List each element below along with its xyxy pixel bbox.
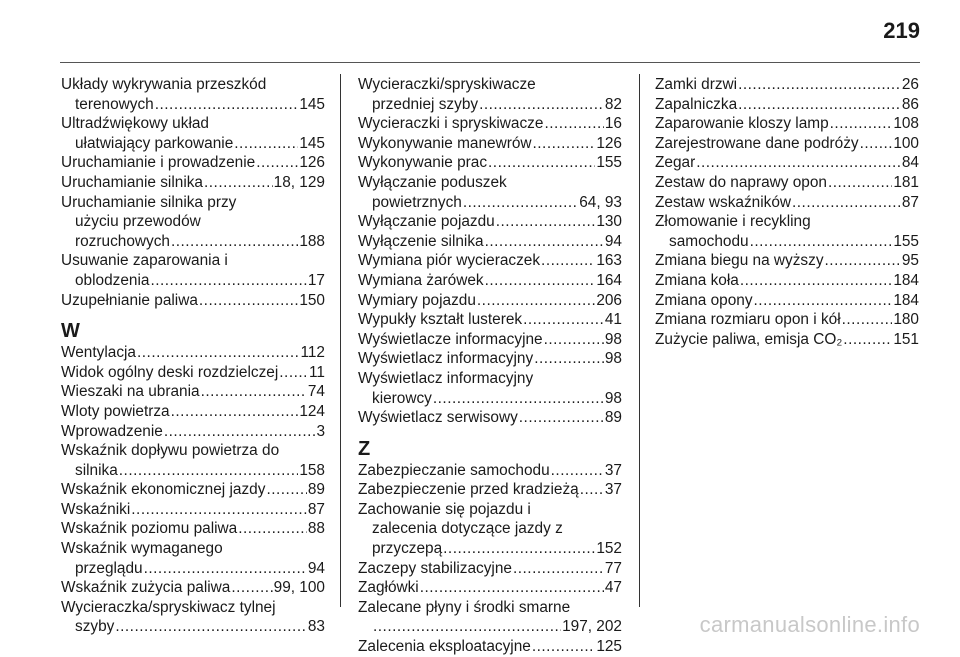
index-entry [358, 212, 622, 232]
entry-term-line: Wskaźnik wymaganego [61, 540, 223, 558]
entry-term-line: Wymiary pojazdu [358, 291, 476, 309]
entry-term-line: Wskaźnik zużycia paliwa [61, 579, 231, 597]
index-entry [655, 153, 919, 173]
entry-page-ref[interactable]: 26 [901, 76, 919, 93]
leader-dots [544, 114, 603, 134]
index-entry [358, 271, 622, 291]
index-entry [61, 598, 325, 637]
entry-term-line: Wycieraczki/spryskiwacze [358, 76, 536, 93]
index-entry [358, 369, 622, 408]
index-entry [61, 193, 325, 252]
entry-page-ref[interactable]: 94 [307, 559, 325, 577]
entry-page-ref[interactable]: 184 [893, 271, 919, 289]
entry-page-ref[interactable]: 89 [307, 481, 325, 499]
entry-page-ref[interactable]: 164 [596, 271, 622, 289]
leader-dots [204, 173, 273, 193]
entry-page-ref[interactable]: 100 [893, 134, 919, 152]
leader-dots [144, 559, 307, 579]
leader-dots [155, 95, 299, 115]
entry-term-line: Wyświetlacze informacyjne [358, 330, 543, 348]
entry-page-ref[interactable]: 130 [596, 213, 622, 231]
leader-dots [238, 519, 307, 539]
index-entry [358, 75, 622, 114]
entry-page-ref[interactable]: 47 [604, 579, 622, 597]
entry-term-line: Wymiana żarówek [358, 271, 484, 289]
watermark: carmanualsonline.info [699, 612, 920, 637]
leader-dots [131, 500, 307, 520]
index-entry [358, 251, 622, 271]
leader-dots [479, 95, 604, 115]
index-entry [61, 422, 325, 442]
entry-term-line: Zaparowanie kloszy lamp [655, 115, 829, 133]
index-entry [655, 291, 919, 311]
leader-dots [696, 153, 901, 173]
index-column-1 [61, 75, 325, 637]
entry-term-line: Wykonywanie prac [358, 154, 488, 172]
entry-page-ref[interactable]: 150 [299, 291, 325, 309]
leader-dots [256, 153, 298, 173]
index-entry [358, 408, 622, 428]
entry-page-ref[interactable]: 98 [604, 350, 622, 368]
index-entry [358, 114, 622, 134]
entry-page-ref[interactable]: 98 [604, 330, 622, 348]
index-entry [358, 291, 622, 311]
entry-page-ref[interactable]: 125 [596, 638, 622, 656]
leader-dots [740, 271, 892, 291]
entry-term-line: Wentylacja [61, 344, 136, 362]
index-entry [655, 251, 919, 271]
entry-term-line: Układy wykrywania przeszkód [61, 76, 267, 93]
leader-dots [496, 212, 596, 232]
index-entry [358, 578, 622, 598]
entry-page-ref[interactable]: 188 [299, 232, 325, 250]
entry-page-ref[interactable]: 11 [309, 363, 325, 381]
leader-dots [443, 539, 595, 559]
index-entry [61, 153, 325, 173]
entry-term-line: Wyświetlacz informacyjny [358, 369, 534, 387]
index-entry [358, 173, 622, 212]
entry-page-ref[interactable]: 88 [307, 520, 325, 538]
entry-term-line: przyczepą [372, 540, 443, 558]
leader-dots [485, 232, 604, 252]
index-column-3 [655, 75, 919, 349]
leader-dots [115, 617, 307, 637]
entry-page-ref[interactable]: 206 [596, 291, 622, 309]
leader-dots [488, 153, 595, 173]
entry-term-line: użyciu przewodów [75, 213, 201, 231]
entry-term-line: terenowych [75, 95, 154, 113]
entry-term-line: Zalecane płyny i środki smarne [358, 598, 571, 616]
entry-term-line: Zmiana koła [655, 271, 739, 289]
entry-term-line: Wskaźnik dopływu powietrza do [61, 442, 280, 460]
entry-page-ref[interactable]: 37 [604, 481, 622, 499]
entry-page-ref[interactable]: 18, 129 [273, 173, 325, 191]
leader-dots [477, 291, 595, 311]
entry-page-ref[interactable]: 184 [893, 291, 919, 309]
index-entry [655, 134, 919, 154]
index-entry [61, 500, 325, 520]
entry-term-line: Zmiana opony [655, 291, 753, 309]
entry-page-ref[interactable]: 64, 93 [579, 193, 622, 211]
entry-page-ref[interactable]: 99, 100 [273, 579, 325, 597]
index-entry [358, 134, 622, 154]
entry-term-line: Zarejestrowane dane podróży [655, 134, 859, 152]
index-entry [655, 193, 919, 213]
entry-term-line: Zamki drzwi [655, 76, 738, 93]
entry-term-line: Wycieraczki i spryskiwacze [358, 115, 544, 133]
leader-dots [792, 193, 901, 213]
entry-term-line: Wyświetlacz serwisowy [358, 409, 518, 427]
entry-page-ref[interactable]: 86 [901, 95, 919, 113]
leader-dots [541, 251, 595, 271]
index-entry [61, 441, 325, 480]
entry-term-line: Uruchamianie silnika [61, 173, 203, 191]
index-entry [61, 480, 325, 500]
entry-page-ref[interactable]: 112 [300, 344, 325, 362]
leader-dots [830, 114, 893, 134]
entry-term-line: Wyłączanie poduszek [358, 173, 507, 191]
leader-dots [842, 310, 893, 330]
entry-page-ref[interactable]: 82 [604, 95, 622, 113]
index-entry [358, 637, 622, 657]
leader-dots [171, 402, 299, 422]
leader-dots [519, 408, 604, 428]
entry-term-line: Wskaźniki [61, 500, 131, 518]
entry-term-line: Wypukły kształt lusterek [358, 311, 523, 329]
entry-page-ref[interactable]: 37 [604, 461, 622, 479]
entry-page-ref[interactable]: 87 [901, 193, 919, 211]
entry-page-ref[interactable]: 74 [307, 383, 325, 401]
index-entry [61, 291, 325, 311]
entry-term-line: zalecenia dotyczące jazdy z [372, 520, 563, 538]
leader-dots [754, 291, 893, 311]
column-divider [340, 74, 341, 607]
index-entry [61, 402, 325, 422]
index-entry [358, 330, 622, 350]
entry-page-ref[interactable]: 41 [604, 311, 622, 329]
leader-dots [150, 271, 306, 291]
entry-term-line: Widok ogólny deski rozdzielczej [61, 363, 279, 381]
leader-dots [171, 232, 298, 252]
entry-term-line: kierowcy [372, 389, 432, 407]
index-entry [61, 539, 325, 578]
leader-dots [544, 330, 604, 350]
entry-term-line: Zmiana rozmiaru opon i kół [655, 311, 841, 329]
entry-term-line: Zestaw do naprawy opon [655, 173, 827, 191]
leader-dots [234, 134, 298, 154]
entry-page-ref[interactable]: 3 [316, 422, 325, 440]
leader-dots [580, 480, 604, 500]
entry-term-line: powietrznych [372, 193, 462, 211]
entry-page-ref[interactable]: 126 [299, 154, 325, 172]
entry-term-line: Zaczepy stabilizacyjne [358, 559, 512, 577]
entry-page-ref[interactable]: 163 [596, 252, 622, 270]
entry-page-ref[interactable]: 145 [299, 95, 325, 113]
entry-page-ref[interactable]: 17 [307, 271, 325, 289]
index-entry [358, 232, 622, 252]
entry-term-line: Wycieraczka/spryskiwacz tylnej [61, 598, 276, 616]
entry-term-line: Wyłączanie pojazdu [358, 213, 495, 231]
index-entry [655, 114, 919, 134]
entry-term-line: przeglądu [75, 559, 143, 577]
entry-term-line: Wyświetlacz informacyjny [358, 350, 534, 368]
index-entry [61, 382, 325, 402]
entry-term-line: Wskaźnik ekonomicznej jazdy [61, 481, 266, 499]
leader-dots [199, 291, 298, 311]
leader-dots [738, 75, 901, 95]
leader-dots [551, 461, 604, 481]
entry-page-ref[interactable]: 95 [901, 252, 919, 270]
entry-term-line: Zegar [655, 154, 696, 172]
entry-page-ref[interactable]: 83 [307, 618, 325, 636]
entry-page-ref[interactable]: 84 [901, 154, 919, 172]
leader-dots [843, 330, 892, 350]
entry-term-line: Zabezpieczanie samochodu [358, 461, 550, 479]
index-entry [358, 349, 622, 369]
index-entry [655, 95, 919, 115]
leader-dots [279, 363, 308, 383]
leader-dots [533, 134, 596, 154]
leader-dots [119, 461, 299, 481]
leader-dots [485, 271, 596, 291]
index-entry [655, 212, 919, 251]
index-entry [61, 114, 325, 153]
entry-term-line: przedniej szyby [372, 95, 479, 113]
leader-dots [433, 389, 604, 409]
leader-dots [825, 251, 901, 271]
entry-term-line: ułatwiający parkowanie [75, 134, 234, 152]
entry-page-ref[interactable]: 155 [596, 154, 622, 172]
index-entry [61, 363, 325, 383]
entry-term-line: Ultradźwiękowy układ [61, 115, 209, 133]
entry-page-ref[interactable]: 98 [604, 389, 622, 407]
entry-page-ref[interactable]: 151 [893, 330, 919, 348]
index-entry [358, 153, 622, 173]
entry-term-line: oblodzenia [75, 271, 150, 289]
entry-page-ref[interactable]: 108 [893, 115, 919, 133]
entry-term-line: Wskaźnik poziomu paliwa [61, 520, 238, 538]
leader-dots [828, 173, 892, 193]
entry-term-line: Wloty powietrza [61, 402, 170, 420]
entry-term-line: Wykonywanie manewrów [358, 134, 532, 152]
entry-term-line: Wprowadzenie [61, 422, 163, 440]
entry-page-ref[interactable]: 126 [596, 134, 622, 152]
index-entry [61, 343, 325, 363]
entry-term-line: Zalecenia eksploatacyjne [358, 638, 531, 656]
entry-term-line: Wymiana piór wycieraczek [358, 252, 541, 270]
index-entry [61, 173, 325, 193]
index-entry [655, 271, 919, 291]
index-entry [358, 461, 622, 481]
index-entry [655, 310, 919, 330]
entry-page-ref[interactable]: 197, 202 [562, 618, 622, 636]
leader-dots [137, 343, 299, 363]
entry-term-line: Zapalniczka [655, 95, 738, 113]
leader-dots [231, 578, 272, 598]
index-entry [358, 310, 622, 330]
entry-term-line: Wieszaki na ubrania [61, 383, 200, 401]
leader-dots [860, 134, 893, 154]
header-rule [60, 62, 920, 63]
entry-page-ref[interactable]: 180 [893, 311, 919, 329]
leader-dots [266, 480, 306, 500]
index-entry [655, 330, 919, 350]
entry-page-ref[interactable]: 89 [604, 409, 622, 427]
leader-dots [164, 422, 316, 442]
entry-term-line: Uruchamianie silnika przy [61, 193, 237, 211]
leader-dots [513, 559, 604, 579]
leader-dots [373, 617, 561, 637]
entry-term-line: Zachowanie się pojazdu i [358, 500, 531, 518]
entry-page-ref[interactable]: 124 [299, 402, 325, 420]
section-letter: W [61, 320, 80, 343]
leader-dots [750, 232, 893, 252]
entry-term-line: Złomowanie i recykling [655, 213, 811, 231]
index-entry [61, 578, 325, 598]
index-column-2 [358, 75, 622, 657]
entry-term-line: samochodu [669, 232, 749, 250]
entry-term-line: Wyłączenie silnika [358, 232, 484, 250]
entry-page-ref[interactable]: 77 [604, 559, 622, 577]
leader-dots [532, 637, 595, 657]
index-entry [655, 173, 919, 193]
entry-page-ref[interactable]: 16 [604, 115, 622, 133]
index-entry [61, 519, 325, 539]
leader-dots [420, 578, 604, 598]
leader-dots [523, 310, 604, 330]
page-number: 219 [883, 18, 920, 43]
entry-page-ref[interactable]: 181 [893, 173, 919, 191]
leader-dots [463, 193, 578, 213]
entry-term-line: Uzupełnianie paliwa [61, 291, 198, 309]
column-divider [639, 74, 640, 607]
entry-term-line: Uruchamianie i prowadzenie [61, 154, 256, 172]
index-entry [358, 559, 622, 579]
entry-page-ref[interactable]: 155 [893, 232, 919, 250]
leader-dots [534, 349, 604, 369]
entry-term-line: rozruchowych [75, 232, 170, 250]
entry-page-ref[interactable]: 158 [299, 461, 325, 479]
entry-page-ref[interactable]: 152 [596, 540, 622, 558]
index-entry [61, 251, 325, 290]
leader-dots [201, 382, 307, 402]
entry-term-line: Usuwanie zaparowania i [61, 252, 228, 270]
entry-term-line: Zabezpieczenie przed kradzieżą [358, 481, 579, 499]
entry-term-line: Zmiana biegu na wyższy [655, 252, 824, 270]
entry-term-line: Zużycie paliwa, emisja CO₂ [655, 330, 843, 348]
entry-term-line: Zestaw wskaźników [655, 193, 791, 211]
entry-page-ref[interactable]: 94 [604, 232, 622, 250]
entry-page-ref[interactable]: 87 [307, 500, 325, 518]
entry-term-line: szyby [75, 618, 115, 636]
index-entry [358, 480, 622, 500]
entry-term-line: silnika [75, 461, 118, 479]
index-entry [358, 598, 622, 637]
index-entry [61, 75, 325, 114]
entry-term-line: Zagłówki [358, 579, 419, 597]
index-entry [655, 75, 919, 95]
section-letter: Z [358, 437, 371, 460]
leader-dots [738, 95, 901, 115]
index-entry [358, 500, 622, 559]
entry-page-ref[interactable]: 145 [299, 134, 325, 152]
